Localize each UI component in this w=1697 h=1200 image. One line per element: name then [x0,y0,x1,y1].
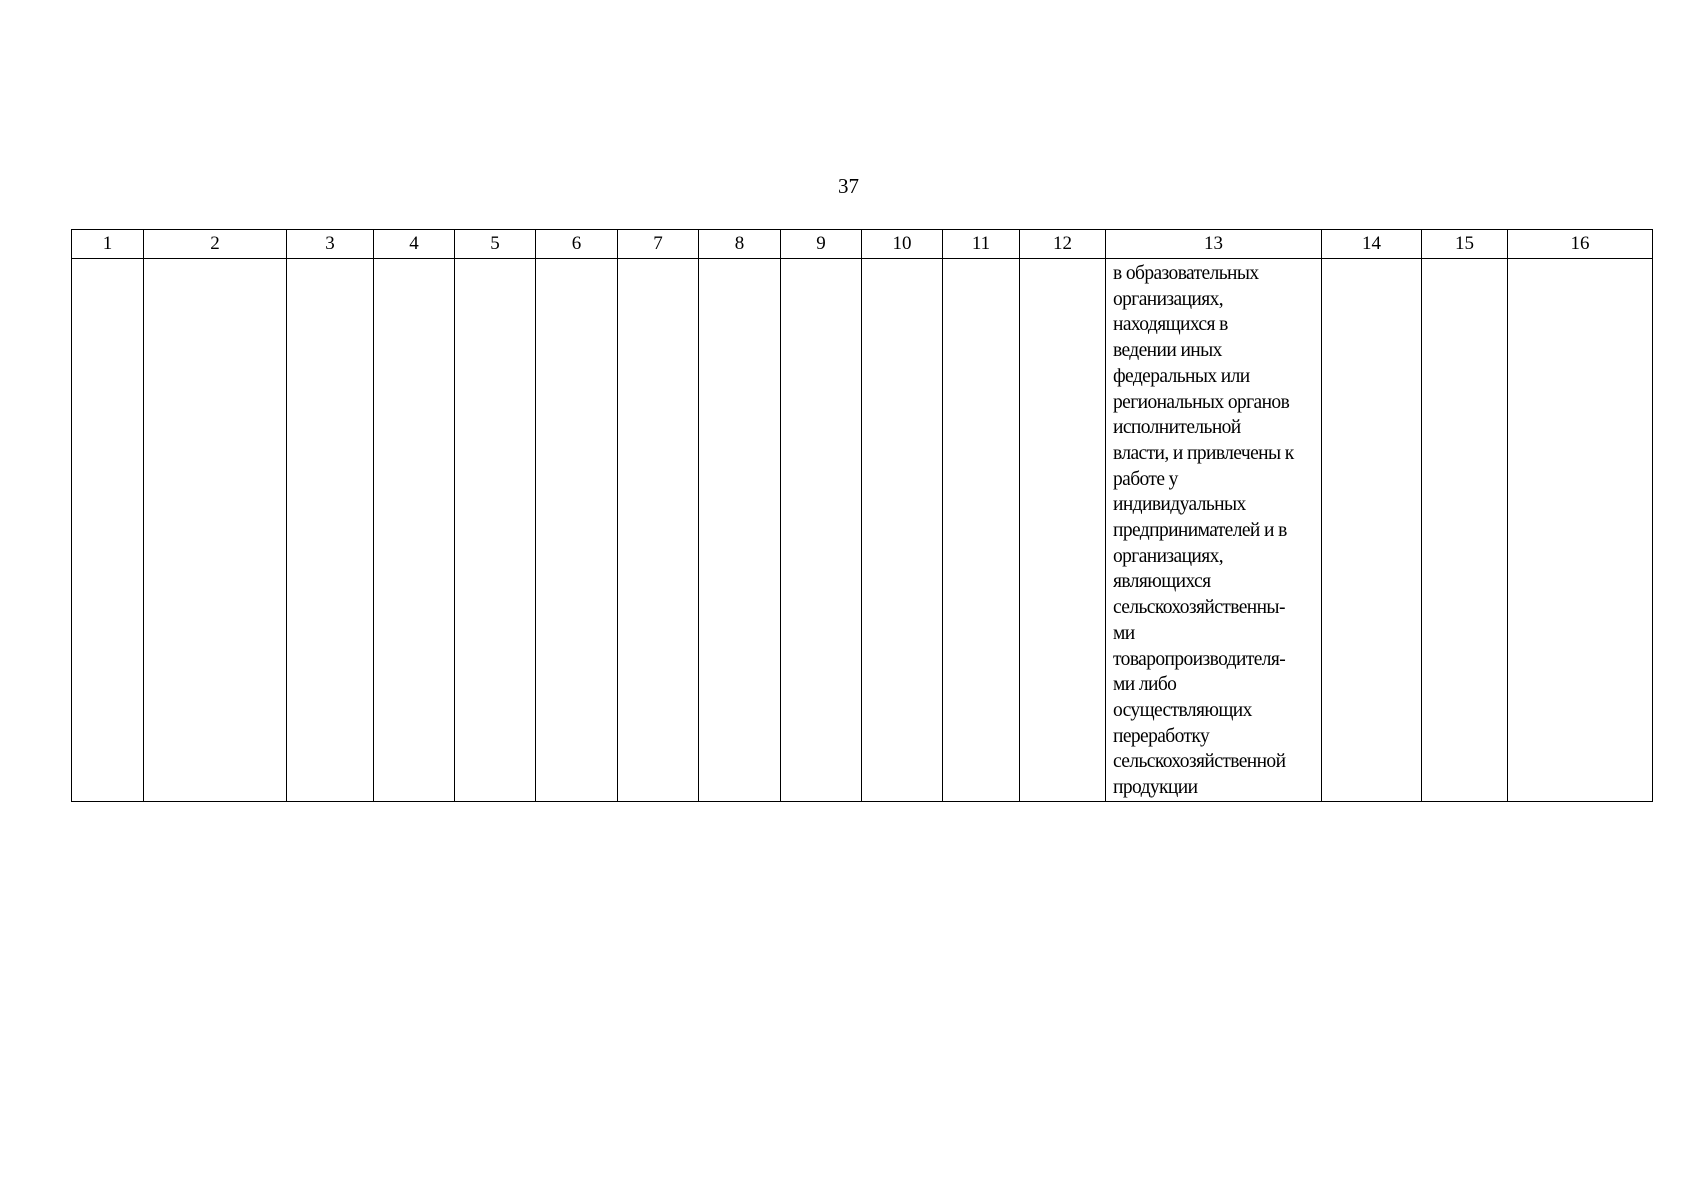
table-cell-12 [1020,259,1106,802]
cell-text-line: организациях, [1113,545,1224,567]
cell-text-line: осуществляющих [1113,699,1252,721]
cell-text-line: работе у [1113,468,1178,490]
column-header-5: 5 [455,230,536,259]
data-table [71,229,1653,802]
table-cell-5 [455,259,536,802]
cell-text-line: исполнительной [1113,417,1241,439]
column-header-11: 11 [943,230,1020,259]
column-header-15: 15 [1422,230,1508,259]
column-header-1: 1 [72,230,144,259]
table-cell-15 [1422,259,1508,802]
table-row [72,259,1653,802]
column-header-16: 16 [1508,230,1653,259]
table-cell-3 [287,259,374,802]
cell-text-line: индивидуальных [1113,494,1246,516]
cell-text-line: находящихся в [1113,314,1228,336]
table-cell-11 [943,259,1020,802]
table-cell-6 [536,259,618,802]
column-header-2: 2 [144,230,287,259]
column-header-8: 8 [699,230,781,259]
column-header-3: 3 [287,230,374,259]
table-cell-13 [1106,259,1322,802]
column-header-13: 13 [1106,230,1322,259]
cell-text-line: власти, и привлечены к [1113,442,1294,464]
cell-text-line: продукции [1113,777,1198,799]
cell-text-line: организациях, [1113,288,1224,310]
table-cell-16 [1508,259,1653,802]
cell-text-line: предпринимателей и в [1113,520,1287,542]
column-header-7: 7 [618,230,699,259]
cell-text-line: ведении иных [1113,340,1222,362]
header-row [72,230,1653,259]
table-cell-9 [781,259,862,802]
cell-text-line: товаропроизводителя- [1113,648,1286,670]
cell-text-line: региональных органов [1113,391,1290,413]
table-cell-14 [1322,259,1422,802]
table-cell-1 [72,259,144,802]
table-cell-8 [699,259,781,802]
table-cell-10 [862,259,943,802]
column-header-6: 6 [536,230,618,259]
page-number: 37 [838,174,859,198]
table-cell-2 [144,259,287,802]
cell-text-line: ми либо [1113,674,1177,696]
cell-text-line: в образовательных [1113,263,1259,284]
table-cell-4 [374,259,455,802]
column-header-12: 12 [1020,230,1106,259]
column-header-14: 14 [1322,230,1422,259]
cell-text-line: федеральных или [1113,365,1250,387]
cell-text-line: переработку [1113,725,1210,747]
cell-text-line: являющихся [1113,571,1211,593]
column-header-9: 9 [781,230,862,259]
cell-text-line: сельскохозяйственны- [1113,597,1285,619]
table-cell-7 [618,259,699,802]
cell-text-line: ми [1113,622,1135,644]
cell-text-line: сельскохозяйственной [1113,751,1286,773]
column-header-4: 4 [374,230,455,259]
column-header-10: 10 [862,230,943,259]
